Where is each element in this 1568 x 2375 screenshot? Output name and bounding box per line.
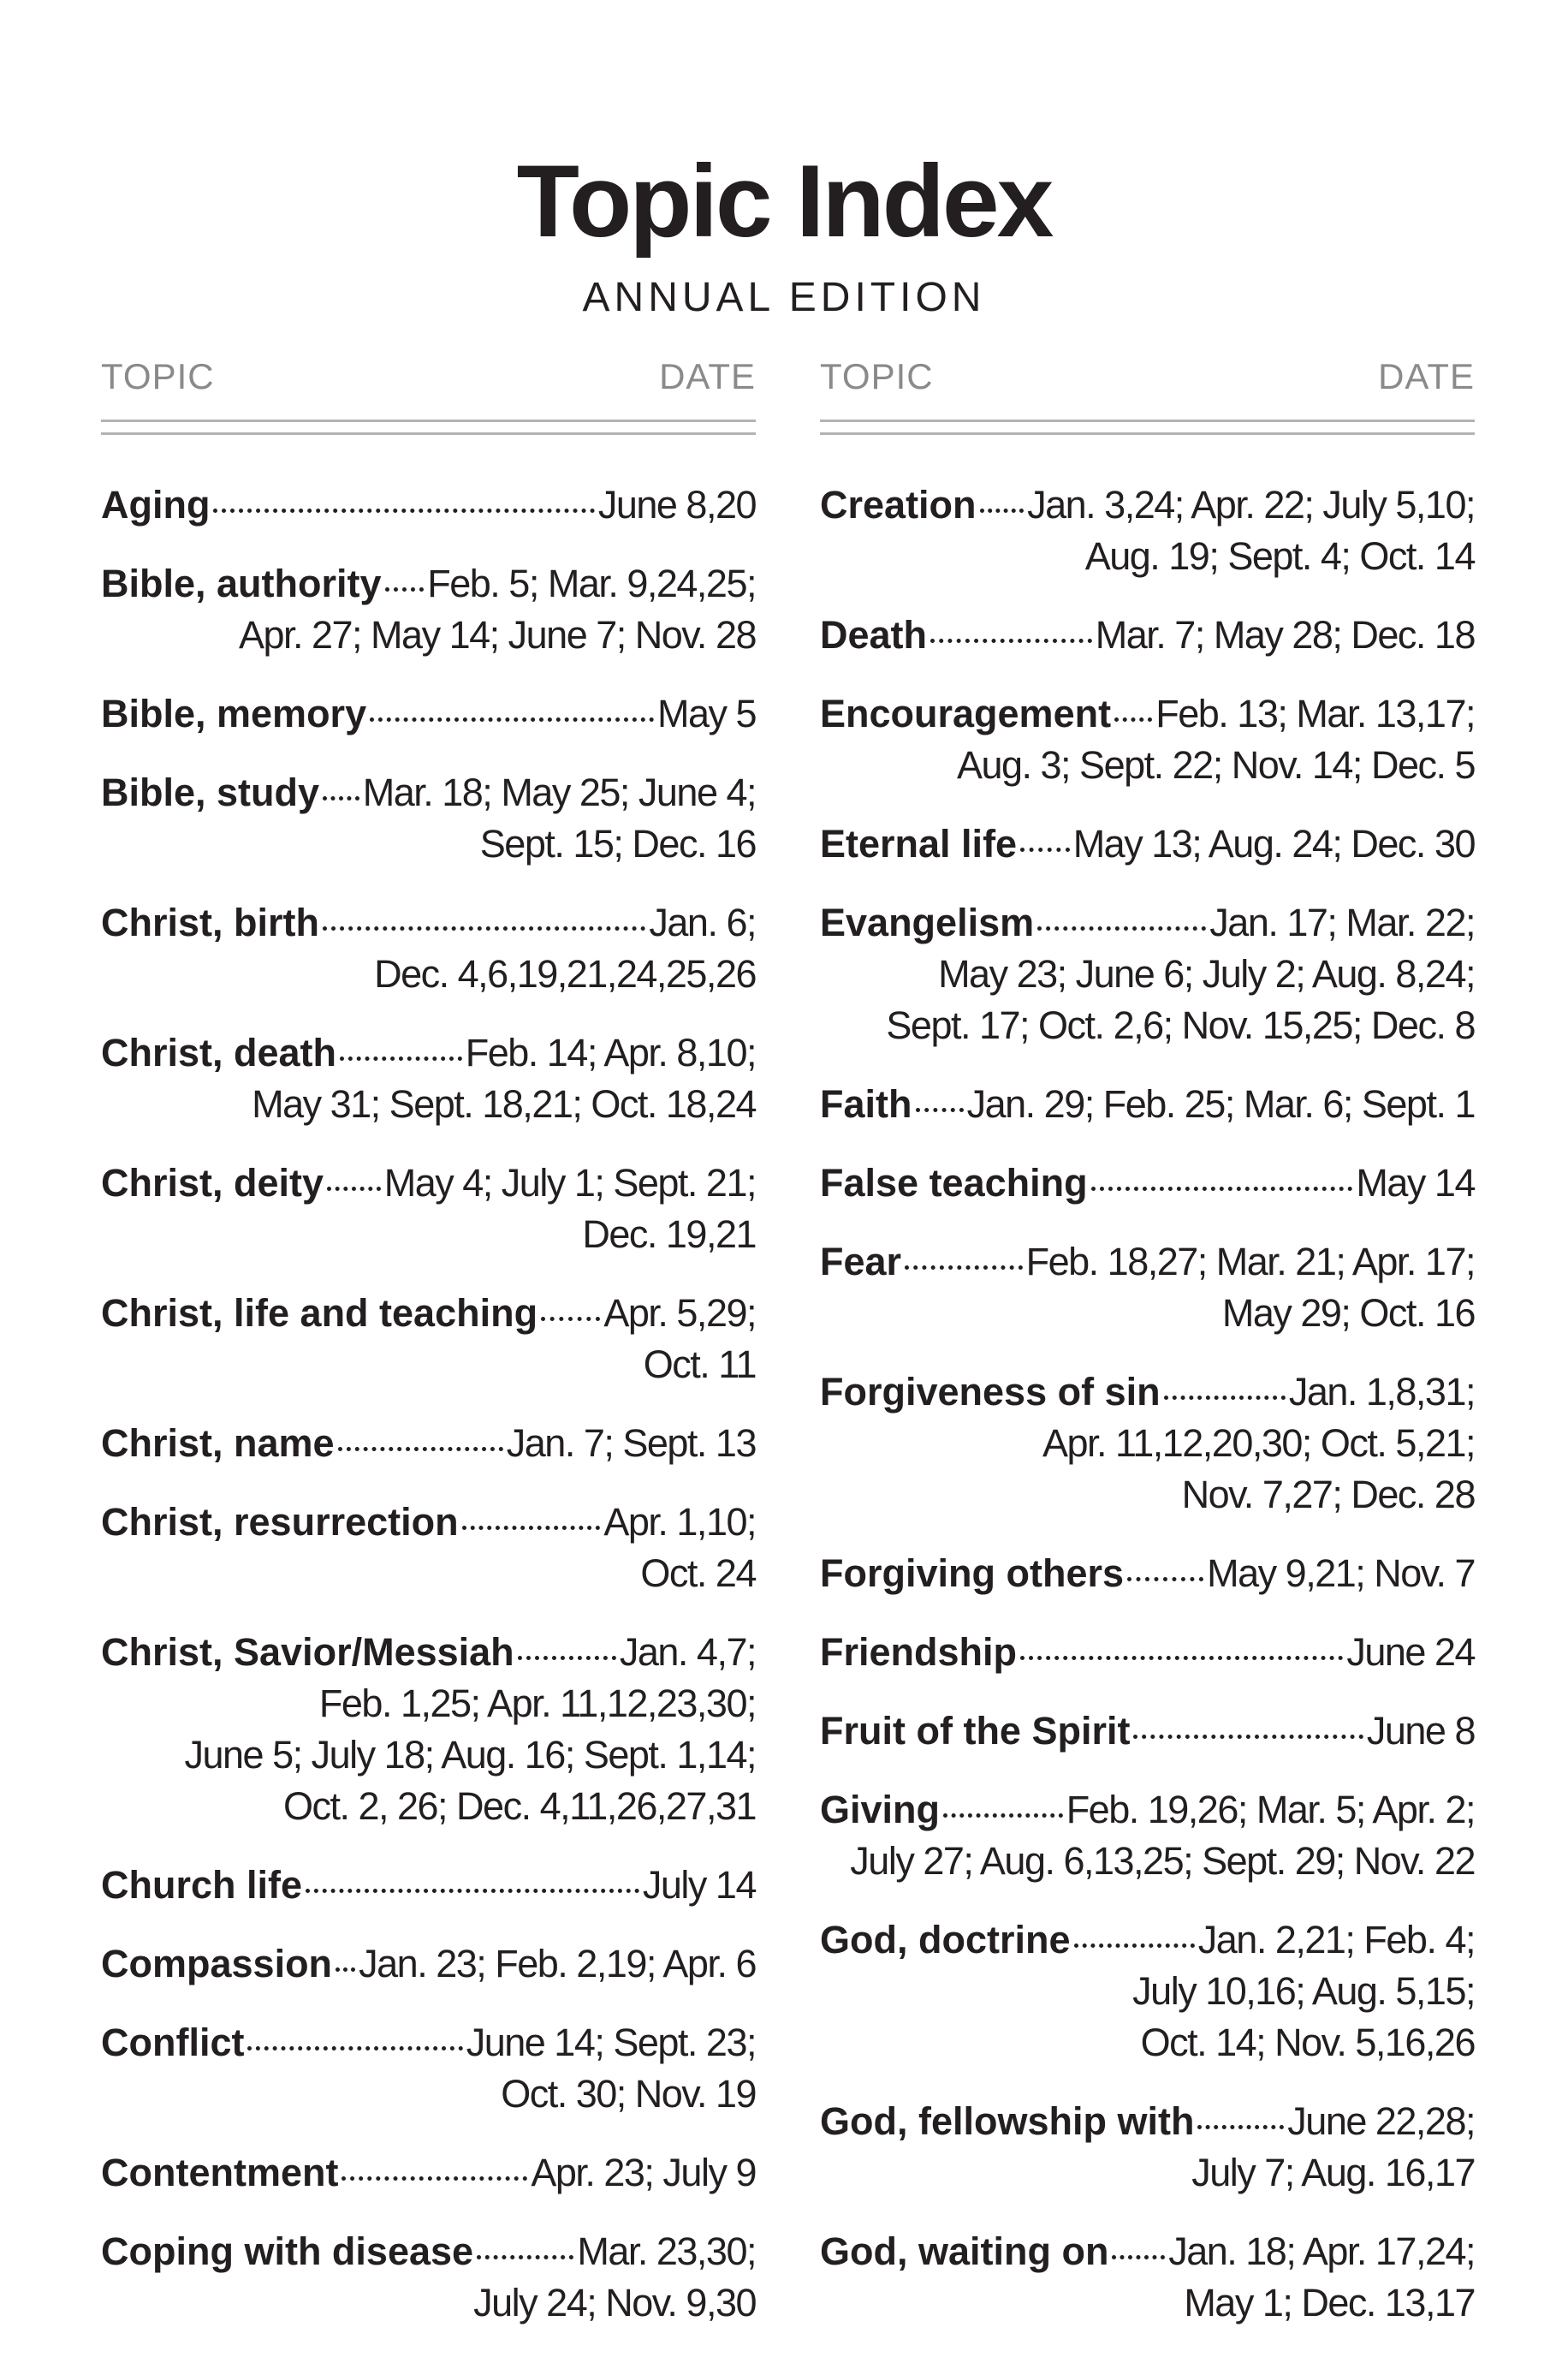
entry-dates-continued: Feb. 1,25; Apr. 11,12,23,30;	[318, 1682, 756, 1725]
entry-topic: Giving	[820, 1788, 941, 1831]
entry-topic: Friendship	[820, 1630, 1018, 1674]
dot-leader	[327, 1187, 381, 1191]
index-entry	[101, 688, 756, 740]
entry-first-line	[101, 1158, 756, 1209]
index-entry	[101, 2226, 756, 2329]
entry-dates: Jan. 29; Feb. 25; Mar. 6; Sept. 1	[966, 1082, 1475, 1126]
topic-column-label: TOPIC	[101, 356, 215, 396]
entry-first-line	[820, 2226, 1475, 2277]
dot-leader	[213, 509, 594, 513]
entry-topic: Encouragement	[820, 692, 1112, 735]
entry-dates-continued: Oct. 30; Nov. 19	[501, 2072, 756, 2116]
dot-leader	[1112, 2255, 1165, 2259]
index-entry	[820, 897, 1475, 1051]
header-rule	[820, 420, 1475, 422]
entry-first-line	[820, 1079, 1475, 1130]
entry-first-line	[820, 1914, 1475, 1966]
entry-topic: God, doctrine	[820, 1918, 1071, 1961]
entry-first-line	[820, 818, 1475, 870]
entry-topic: Forgiving others	[820, 1551, 1125, 1595]
entry-dates: Feb. 14; Apr. 8,10;	[465, 1031, 756, 1074]
index-entry	[820, 1158, 1475, 1209]
dot-leader	[980, 509, 1025, 513]
page-title: Topic Index	[516, 144, 1052, 259]
entry-dates-continued: Oct. 2, 26; Dec. 4,11,26,27,31	[282, 1784, 756, 1828]
entry-dates: Jan. 18; Apr. 17,24;	[1168, 2229, 1475, 2273]
entry-first-line	[820, 2096, 1475, 2147]
dot-leader	[462, 1526, 601, 1530]
entry-dates: Feb. 19,26; Mar. 5; Apr. 2;	[1066, 1788, 1475, 1831]
entry-dates-continued: May 29; Oct. 16	[1221, 1291, 1475, 1335]
entry-dates: Mar. 7; May 28; Dec. 18	[1095, 613, 1475, 657]
entry-first-line	[820, 897, 1475, 949]
dot-leader	[336, 1967, 355, 1972]
entry-topic: Creation	[820, 483, 977, 527]
entry-topic: Forgiveness of sin	[820, 1370, 1161, 1414]
entry-first-line	[820, 1548, 1475, 1599]
dot-leader	[916, 1108, 964, 1112]
entry-dates: June 22,28;	[1287, 2099, 1475, 2143]
entry-dates-continued: Nov. 7,27; Dec. 28	[1181, 1473, 1475, 1516]
entry-dates-continued: Apr. 11,12,20,30; Oct. 5,21;	[1042, 1421, 1475, 1465]
entry-topic: Bible, memory	[101, 692, 367, 735]
entry-topic: Christ, resurrection	[101, 1500, 459, 1544]
header-rule	[101, 420, 756, 422]
entry-topic: Christ, life and teaching	[101, 1291, 538, 1335]
entry-dates: June 8,20	[597, 483, 756, 527]
entry-first-line	[820, 1784, 1475, 1836]
entry-dates-continued: Oct. 14; Nov. 5,16,26	[1140, 2021, 1475, 2064]
entry-dates-continued: July 27; Aug. 6,13,25; Sept. 29; Nov. 22	[850, 1839, 1475, 1883]
entry-first-line	[101, 1418, 756, 1469]
entry-topic: False teaching	[820, 1161, 1088, 1205]
entry-first-line	[101, 688, 756, 740]
entry-dates-continued: Dec. 4,6,19,21,24,25,26	[374, 952, 756, 996]
entry-dates: May 4; July 1; Sept. 21;	[383, 1161, 756, 1205]
index-entry	[101, 2147, 756, 2199]
entry-topic: Faith	[820, 1082, 912, 1126]
entry-first-line	[820, 1705, 1475, 1757]
entry-dates: Jan. 2,21; Feb. 4;	[1197, 1918, 1475, 1961]
entry-dates-continued: Aug. 19; Sept. 4; Oct. 14	[1084, 534, 1475, 578]
entry-dates: Apr. 5,29;	[603, 1291, 756, 1335]
dot-leader	[323, 926, 645, 931]
dot-leader	[1164, 1396, 1286, 1400]
column-header	[820, 351, 1475, 413]
index-entry	[101, 1158, 756, 1260]
index-entry	[820, 1627, 1475, 1678]
entry-first-line	[820, 688, 1475, 740]
entry-dates: Apr. 1,10;	[603, 1500, 756, 1544]
dot-leader	[1020, 848, 1070, 852]
index-entry	[820, 1914, 1475, 2068]
index-entry	[101, 479, 756, 531]
entry-first-line	[820, 479, 1475, 531]
date-column-label: DATE	[1378, 356, 1475, 396]
index-entry	[101, 1027, 756, 1130]
entry-dates: Jan. 1,8,31;	[1288, 1370, 1475, 1414]
entry-topic: Aging	[101, 483, 211, 527]
index-entry	[101, 1497, 756, 1599]
entry-dates: June 24	[1346, 1630, 1475, 1674]
entry-first-line	[101, 2017, 756, 2068]
dot-leader	[943, 1813, 1063, 1818]
entry-dates-continued: July 7; Aug. 16,17	[1191, 2151, 1475, 2194]
entry-first-line	[101, 479, 756, 531]
entry-dates: Feb. 18,27; Mar. 21; Apr. 17;	[1025, 1240, 1475, 1283]
entry-dates: Mar. 23,30;	[577, 2229, 756, 2273]
index-entry	[820, 2226, 1475, 2329]
entry-topic: Eternal life	[820, 822, 1018, 866]
index-entry-list	[820, 479, 1475, 2329]
entry-dates: June 14; Sept. 23;	[466, 2021, 756, 2064]
index-entry	[101, 1288, 756, 1390]
dot-leader	[1091, 1187, 1353, 1191]
entry-first-line	[820, 1236, 1475, 1288]
entry-first-line	[101, 897, 756, 949]
entry-dates-continued: May 23; June 6; July 2; Aug. 8,24;	[938, 952, 1475, 996]
index-column-left	[101, 351, 756, 2356]
entry-dates: May 13; Aug. 24; Dec. 30	[1072, 822, 1475, 866]
entry-first-line	[101, 1860, 756, 1911]
entry-dates: May 5	[656, 692, 756, 735]
entry-dates-continued: Oct. 24	[640, 1551, 756, 1595]
entry-topic: Bible, study	[101, 771, 320, 814]
entry-dates-continued: Sept. 17; Oct. 2,6; Nov. 15,25; Dec. 8	[886, 1003, 1475, 1047]
entry-dates: Jan. 23; Feb. 2,19; Apr. 6	[359, 1942, 756, 1985]
entry-dates-continued: Sept. 15; Dec. 16	[479, 822, 756, 866]
topic-column-label: TOPIC	[820, 356, 934, 396]
entry-topic: Bible, authority	[101, 562, 382, 605]
entry-topic: Christ, Savior/Messiah	[101, 1630, 514, 1674]
index-entry	[820, 1548, 1475, 1599]
entry-dates: Feb. 5; Mar. 9,24,25;	[427, 562, 756, 605]
dot-leader	[1114, 717, 1152, 722]
entry-dates: June 8	[1366, 1709, 1475, 1753]
entry-first-line	[820, 610, 1475, 661]
entry-topic: Coping with disease	[101, 2229, 474, 2273]
entry-first-line	[101, 2226, 756, 2277]
entry-first-line	[101, 2147, 756, 2199]
index-entry	[820, 818, 1475, 870]
entry-first-line	[101, 1288, 756, 1339]
index-entry	[101, 1418, 756, 1469]
dot-leader	[1197, 2125, 1284, 2129]
entry-topic: Fear	[820, 1240, 902, 1283]
entry-dates-continued: June 5; July 18; Aug. 16; Sept. 1,14;	[184, 1733, 756, 1777]
entry-dates: Jan. 17; Mar. 22;	[1209, 901, 1475, 944]
index-entry	[820, 688, 1475, 791]
entry-dates-continued: Dec. 19,21	[582, 1212, 756, 1256]
entry-first-line	[101, 1027, 756, 1079]
entry-dates: Feb. 13; Mar. 13,17;	[1155, 692, 1475, 735]
dot-leader	[342, 2176, 527, 2181]
index-column-right	[820, 351, 1475, 2356]
index-entry	[820, 1366, 1475, 1521]
dot-leader	[340, 1057, 462, 1061]
index-entry	[820, 610, 1475, 661]
index-entry	[820, 2096, 1475, 2199]
page-subtitle: ANNUAL EDITION	[582, 275, 986, 320]
entry-topic: Christ, deity	[101, 1161, 324, 1205]
entry-first-line	[101, 1627, 756, 1678]
entry-first-line	[820, 1158, 1475, 1209]
index-entry	[101, 1938, 756, 1990]
entry-dates: Jan. 7; Sept. 13	[506, 1421, 756, 1465]
entry-first-line	[101, 1497, 756, 1548]
dot-leader	[1020, 1656, 1343, 1660]
index-entry	[820, 479, 1475, 582]
entry-topic: Compassion	[101, 1942, 333, 1985]
dot-leader	[1127, 1577, 1203, 1581]
entry-dates-continued: May 1; Dec. 13,17	[1184, 2281, 1475, 2324]
entry-topic: Contentment	[101, 2151, 339, 2194]
index-entry	[101, 767, 756, 870]
dot-leader	[1133, 1735, 1363, 1739]
entry-topic: God, fellowship with	[820, 2099, 1195, 2143]
index-entry	[101, 558, 756, 661]
entry-dates-continued: July 10,16; Aug. 5,15;	[1132, 1969, 1475, 2013]
entry-first-line	[101, 558, 756, 610]
column-header	[101, 351, 756, 413]
entry-dates-continued: Aug. 3; Sept. 22; Nov. 14; Dec. 5	[956, 743, 1475, 787]
entry-topic: Christ, name	[101, 1421, 335, 1465]
dot-leader	[930, 639, 1092, 643]
header-rule	[820, 432, 1475, 435]
entry-topic: Christ, death	[101, 1031, 337, 1074]
index-entry	[820, 1705, 1475, 1757]
entry-topic: Conflict	[101, 2021, 245, 2064]
index-entry	[101, 1627, 756, 1832]
dot-leader	[385, 587, 425, 592]
dot-leader	[338, 1447, 503, 1451]
dot-leader	[518, 1656, 616, 1660]
entry-first-line	[101, 767, 756, 818]
index-entry	[820, 1236, 1475, 1339]
entry-dates-continued: Oct. 11	[643, 1342, 756, 1386]
index-entry-list	[101, 479, 756, 2329]
dot-leader	[477, 2255, 573, 2259]
dot-leader	[1037, 926, 1206, 931]
entry-dates-continued: July 24; Nov. 9,30	[473, 2281, 756, 2324]
entry-dates: Jan. 6;	[649, 901, 756, 944]
entry-first-line	[101, 1938, 756, 1990]
entry-dates: Mar. 18; May 25; June 4;	[362, 771, 756, 814]
entry-topic: God, waiting on	[820, 2229, 1109, 2273]
entry-first-line	[820, 1366, 1475, 1418]
index-entry	[820, 1079, 1475, 1130]
entry-first-line	[820, 1627, 1475, 1678]
dot-leader	[541, 1317, 600, 1321]
entry-topic: Church life	[101, 1863, 303, 1907]
entry-dates: Apr. 23; July 9	[531, 2151, 756, 2194]
index-entry	[101, 897, 756, 1000]
entry-topic: Fruit of the Spirit	[820, 1709, 1131, 1753]
entry-dates: May 9,21; Nov. 7	[1207, 1551, 1475, 1595]
dot-leader	[905, 1265, 1023, 1270]
header-rule	[101, 432, 756, 435]
entry-dates: July 14	[642, 1863, 756, 1907]
entry-topic: Christ, birth	[101, 901, 319, 944]
dot-leader	[370, 717, 654, 722]
date-column-label: DATE	[659, 356, 756, 396]
dot-leader	[1074, 1943, 1195, 1948]
entry-dates: Jan. 3,24; Apr. 22; July 5,10;	[1027, 483, 1475, 527]
dot-leader	[247, 2046, 462, 2051]
entry-dates: Jan. 4,7;	[619, 1630, 756, 1674]
dot-leader	[323, 796, 359, 801]
entry-topic: Evangelism	[820, 901, 1035, 944]
entry-dates: May 14	[1356, 1161, 1475, 1205]
index-entry	[101, 2017, 756, 2120]
entry-dates-continued: Apr. 27; May 14; June 7; Nov. 28	[238, 613, 756, 657]
index-entry	[101, 1860, 756, 1911]
entry-topic: Death	[820, 613, 928, 657]
dot-leader	[306, 1889, 639, 1893]
index-entry	[820, 1784, 1475, 1887]
entry-dates-continued: May 31; Sept. 18,21; Oct. 18,24	[252, 1082, 756, 1126]
